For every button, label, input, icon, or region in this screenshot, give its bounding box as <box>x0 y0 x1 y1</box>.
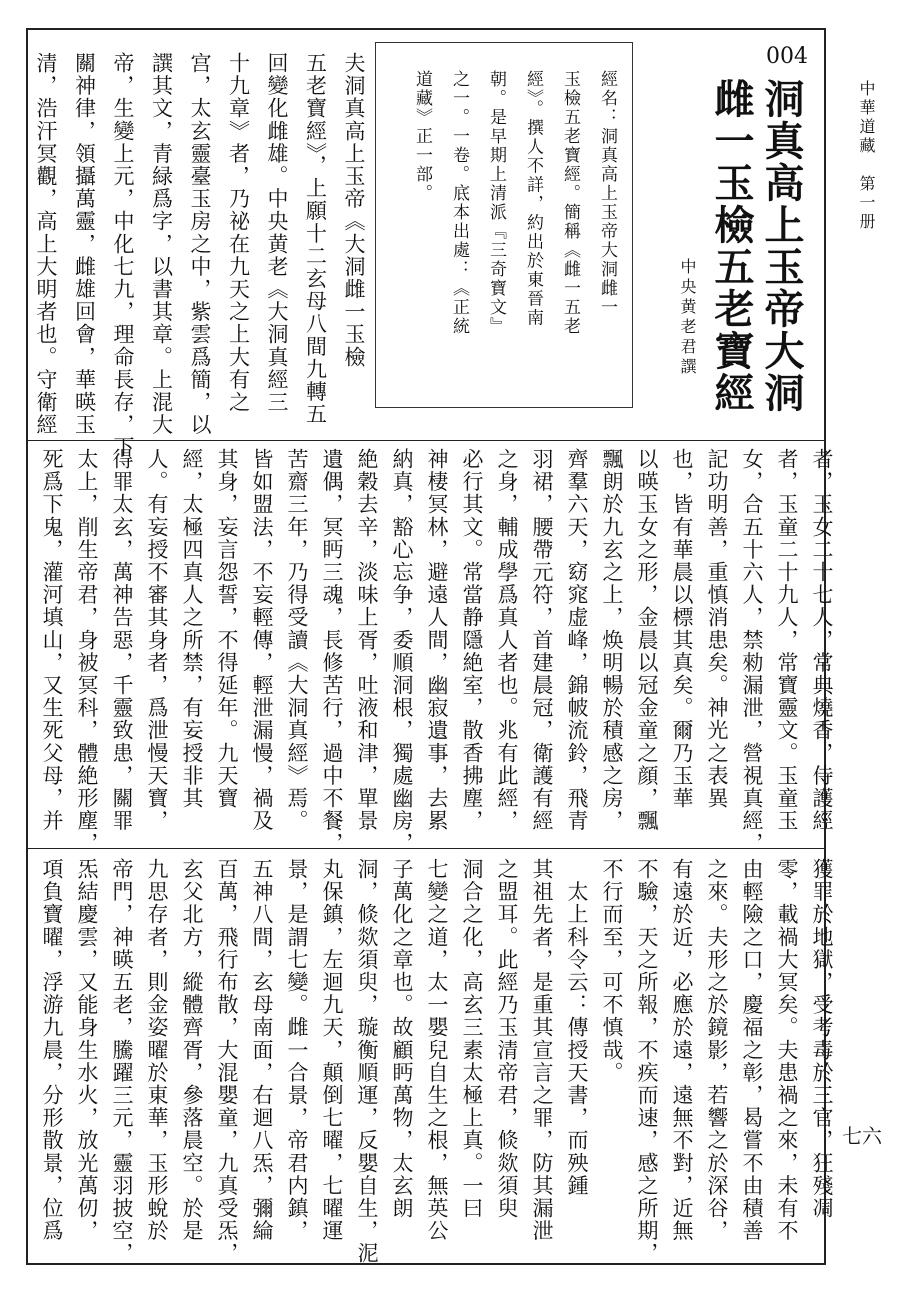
text-column: 九思存者，則金姿曜於東華，玉形蛻於 <box>145 858 169 1243</box>
text-column: 由輕險之口，慶福之彰，曷嘗不由積善 <box>740 858 764 1243</box>
note-line: 玉檢五老寶經。簡稱《雌一五老 <box>560 70 580 336</box>
page-number: 七六 <box>842 1124 882 1148</box>
text-column: 得罪太玄，萬神告惡，千靈致患，關罪 <box>110 448 134 833</box>
text-column: 之來。夫形之於鏡影，若響之於深谷， <box>705 858 729 1243</box>
text-column: 關神律，領攝萬靈，雌雄回會，華暎玉 <box>72 52 97 437</box>
text-column: 死爲下鬼，灌河填山，又生死父母，并 <box>40 448 64 833</box>
text-column: 其身，妄言怨誓，不得延年。九天寶 <box>215 448 239 810</box>
text-column: 之盟耳。此經乃玉清帝君，倐欻須臾 <box>495 858 519 1220</box>
text-column: 回變化雌雄。中央黄老《大洞真經三 <box>265 52 289 414</box>
text-column: 有遠於近，必應於遠，遠無不對，近無 <box>670 858 694 1243</box>
note-line: 之一。一卷。底本出處：《正統 <box>449 70 469 336</box>
text-column: 帝，生變上元，中化七九，理命長存，下 <box>111 52 135 459</box>
text-column: 者，玉女二十七人，常典燒香，侍護經 <box>810 448 834 833</box>
text-column: 譔其文，青緑爲字，以書其章。上混大 <box>149 52 174 437</box>
text-column: 人。有妄授不審其身者，爲泄慢天寶， <box>145 448 169 833</box>
text-column: 飄朗於九玄之上，焕明暢於積感之房， <box>600 448 624 833</box>
text-column: 清，浩汗冥觀，高上大明者也。守衛經 <box>34 52 58 437</box>
text-column: 十九章》者，乃祕在九天之上大有之 <box>226 52 251 414</box>
text-column: 不驗，天之所報，不疾而速，感之所期， <box>635 858 659 1265</box>
text-column: 其祖先者，是重其宣言之罪，防其漏泄 <box>530 858 554 1243</box>
text-column: 者，玉童二十九人，常寶靈文。玉童玉 <box>775 448 799 833</box>
text-column: 五老寶經》，上願十二玄母八間九轉五 <box>303 52 328 426</box>
text-column: 遺偶，冥眄三魂，長修苦行，過中不餐， <box>320 448 344 855</box>
note-line: 朝。是早期上清派『三奇寶文』 <box>486 70 506 336</box>
side-header: 中華道藏 第一册 <box>857 80 876 232</box>
text-column: 玄父北方，縱體齊胥，參落晨空。於是 <box>180 858 204 1243</box>
text-column: 獲罪於地獄，受考毒於三官，狂殘凋 <box>810 858 834 1220</box>
text-column: 絶穀去辛，淡味上胥，吐液和津，單景 <box>355 448 379 833</box>
text-column: 經，太極四真人之所禁，有妄授非其 <box>180 448 204 810</box>
text-column: 太上科令云：傳授天書，而殃鍾 <box>565 858 589 1197</box>
note-line: 經名：洞真高上玉帝大洞雌一 <box>597 70 617 317</box>
text-column: 羽裙，腰帶元符，首建晨冠，衛護有經 <box>530 448 554 833</box>
text-column: 百萬，飛行布散，大混嬰童，九真受炁， <box>215 858 239 1265</box>
text-column: 景，是謂七變。雌一合景，帝君内鎮， <box>285 858 309 1243</box>
text-column: 也，皆有華晨以標其真矣。爾乃玉華 <box>670 448 694 810</box>
text-column: 零，載禍大冥矣。夫患禍之來，未有不 <box>775 858 799 1243</box>
note-line: 經》。撰人不詳，約出於東晉南 <box>523 70 543 328</box>
text-column: 納真，豁心忘争，委順洞根，獨處幽房， <box>390 448 414 855</box>
text-column: 帝門，神暎五老，騰躍三元，靈羽披空， <box>110 858 134 1265</box>
text-column: 以暎玉女之形，金晨以冠金童之顔，飄 <box>635 448 659 833</box>
text-column: 夫洞真高上玉帝《大洞雌一玉檢 <box>342 52 366 369</box>
text-column: 苦齋三年，乃得受讀《大洞真經》焉。 <box>285 448 309 833</box>
text-column: 女，合五十六人，禁勑漏泄，營視真經， <box>740 448 764 855</box>
title-line-2: 雌一玉檢五老寶經 <box>708 78 754 414</box>
text-column: 太上，削生帝君，身被冥科，體絶形塵， <box>75 448 99 855</box>
register-divider-bottom <box>28 848 824 849</box>
text-column: 項負寶曜，浮游九晨，分形散景，位爲 <box>40 858 64 1243</box>
text-column: 神棲冥林，避遠人間，幽寂遺事，去累 <box>425 448 449 833</box>
text-column: 洞，倐欻須臾，璇衡順運，反嬰自生，泥 <box>355 858 379 1265</box>
text-column: 記功明善，重慎消患矣。神光之表異 <box>705 448 729 810</box>
register-divider-top <box>28 440 824 441</box>
text-column: 子萬化之章也。故顧眄萬物，太玄朗 <box>390 858 414 1220</box>
text-column: 不行而至，可不慎哉。 <box>600 858 624 1084</box>
text-column: 必行其文。常當静隱絶室，散香拂塵， <box>460 448 484 833</box>
text-column: 丸保鎮，左迴九天，顛倒七曜，七曜運 <box>320 858 344 1243</box>
title-line-1: 洞真高上玉帝大洞 <box>758 78 804 414</box>
text-column: 洞合之化，高玄三素太極上真。一曰 <box>460 858 484 1220</box>
text-number: 004 <box>766 44 808 69</box>
text-column: 宫，太玄靈臺玉房之中，紫雲爲簡，以 <box>188 52 212 437</box>
note-line: 道藏》正一部。 <box>412 70 432 203</box>
text-column: 皆如盟法，不妄輕傳，輕泄漏慢，禍及 <box>250 448 274 833</box>
text-column: 齊羣六天，窈窕虚峰，錦帔流鈴，飛青 <box>565 448 589 833</box>
text-column: 七變之道，太一嬰兒自生之根，無英公 <box>425 858 449 1243</box>
author-line: 中央黄老君譔 <box>678 258 697 378</box>
text-column: 五神八間，玄母南面，右迴八炁，彌綸 <box>250 858 274 1243</box>
text-column: 炁結慶雲，又能身生水火，放光萬仞， <box>75 858 99 1243</box>
text-column: 之身，輔成學爲真人者也。兆有此經， <box>495 448 519 833</box>
